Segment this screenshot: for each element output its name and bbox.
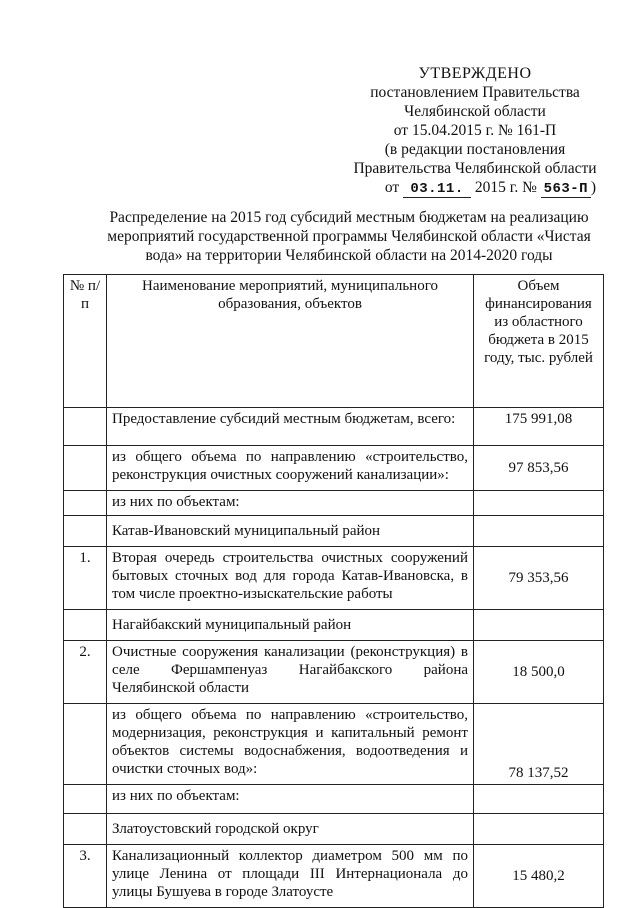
table-row	[64, 845, 604, 908]
row-num: 1.	[64, 547, 107, 610]
row-amount: 78 137,52	[474, 704, 604, 785]
number-label: №	[522, 179, 537, 196]
row-amount	[474, 785, 604, 814]
date-year: 2015 г.	[474, 179, 519, 196]
row-amount	[474, 610, 604, 641]
approval-line-2: Челябинской области	[404, 103, 546, 120]
row-amount: 79 353,56	[474, 547, 604, 610]
row-num: 2.	[64, 641, 107, 704]
date-prefix: от	[384, 179, 400, 196]
row-amount	[474, 516, 604, 547]
row-name: Предоставление субсидий местным бюджетам, всего:	[107, 408, 474, 446]
row-name: Очистные сооружения канализации (реконструкция) в селе Фершампенуаз Нагайбакского района Челябинской области	[107, 641, 474, 704]
row-amount: 15 480,2	[474, 845, 604, 908]
table-row	[64, 704, 604, 785]
table-header-row	[64, 275, 604, 408]
approval-date-line	[340, 178, 610, 198]
row-num	[64, 814, 107, 845]
table-row	[64, 610, 604, 641]
row-num	[64, 704, 107, 785]
row-num	[64, 516, 107, 547]
number-value: 563-П	[543, 181, 589, 197]
approval-line-4: (в редакции постановления	[384, 141, 566, 158]
header-amount: Объем финансирования из областного бюджета в 2015 году, тыс. рублей	[474, 275, 604, 408]
table-row	[64, 641, 604, 704]
header-name: Наименование мероприятий, муниципального образования, объектов	[107, 275, 474, 408]
approval-stamp	[340, 64, 610, 198]
table-row	[64, 408, 604, 446]
row-num	[64, 610, 107, 641]
row-amount: 18 500,0	[474, 641, 604, 704]
row-num	[64, 785, 107, 814]
row-name: из общего объема по направлению «строительство, реконструкция очистных сооружений канализации»:	[107, 446, 474, 491]
row-name: из них по объектам:	[107, 491, 474, 516]
row-num	[64, 408, 107, 446]
table-row	[64, 785, 604, 814]
row-name: Канализационный коллектор диаметром 500 мм по улице Ленина от площади III Интернационала до улицы Бушуева в городе Златоусте	[107, 845, 474, 908]
row-num: 3.	[64, 845, 107, 908]
row-amount: 175 991,08	[474, 408, 604, 446]
row-amount	[474, 814, 604, 845]
row-amount	[474, 491, 604, 516]
row-name: из них по объектам:	[107, 785, 474, 814]
approval-line-3: от 15.04.2015 г. № 161-П	[393, 122, 557, 139]
subsidy-table	[63, 274, 604, 908]
row-amount: 97 853,56	[474, 446, 604, 491]
table-row	[64, 547, 604, 610]
table-row	[64, 814, 604, 845]
row-name: Златоустовский городской округ	[107, 814, 474, 845]
table-row	[64, 516, 604, 547]
approval-heading: УТВЕРЖДЕНО	[418, 65, 532, 82]
date-day-value: 03.11.	[410, 181, 464, 197]
approval-line-1: постановлением Правительства	[370, 84, 580, 101]
row-name: Вторая очередь строительства очистных сооружений бытовых сточных вод для города Катав-Ивановска, в том числе проектно-изыскательские работы	[107, 547, 474, 610]
table-row	[64, 446, 604, 491]
close-paren: )	[590, 179, 596, 196]
row-name: Нагайбакский муниципальный район	[107, 610, 474, 641]
row-num	[64, 491, 107, 516]
row-name: из общего объема по направлению «строительство, модернизация, реконструкция и капитальный ремонт объектов системы водоснабжения, водоотведения и очистки сточных вод»:	[107, 704, 474, 785]
header-num: № п/п	[64, 275, 107, 408]
document-title: Распределение на 2015 год субсидий местным бюджетам на реализацию мероприятий государственной программы Челябинской области «Чистая вода» на территории Челябинской области на 2014-2020 годы	[107, 209, 591, 264]
number-field	[541, 180, 591, 198]
row-num	[64, 446, 107, 491]
row-name: Катав-Ивановский муниципальный район	[107, 516, 474, 547]
date-day-field	[403, 180, 471, 198]
approval-line-5: Правительства Челябинской области	[353, 160, 597, 177]
table-row	[64, 491, 604, 516]
